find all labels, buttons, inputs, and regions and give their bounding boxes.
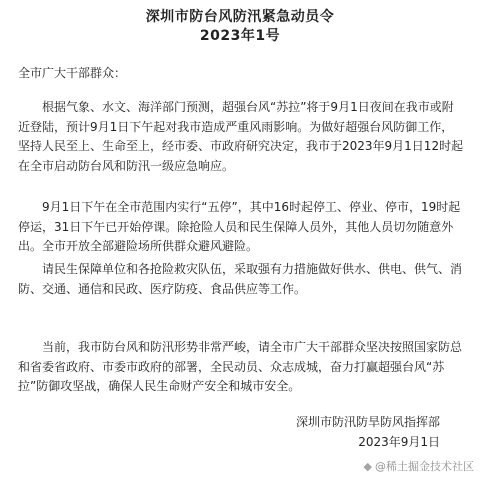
signature: 深圳市防汛防旱防风指挥部 xyxy=(295,415,440,429)
signature-date: 2023年9月1日 xyxy=(358,435,440,449)
document-title: 深圳市防台风防汛紧急动员令 xyxy=(145,9,335,25)
paragraph-mobilization: 当前，我市防台风和防汛形势非常严峻，请全市广大干部群众坚决按照国家防总和省委省政府、市委市政府的部署，全民动员、众志成城，奋力打赢超强台风“苏拉”防御攻坚战，确保人民生命财产安全和城市安全。 xyxy=(18,340,463,393)
greeting: 全市广大干部群众： xyxy=(18,66,127,80)
watermark-text: @稀土掘金技术社区 xyxy=(375,460,474,473)
paragraph-services: 请民生保障单位和各抢险救灾队伍，采取强有力措施做好供水、供电、供气、消防、交通、通信和民政、医疗防疫、食品供应等工作。 xyxy=(18,262,463,296)
document-number: 2023年1号 xyxy=(199,28,281,44)
paragraph-five-stops: 9月1日下午在全市范围内实行“五停”，其中16时起停工、停业、停市，19时起停运，31日下午已开始停课。除抢险人员和民生保障人员外，其他人员切勿随意外出。全市开放全部避险场所供群众避风避险。 xyxy=(18,200,461,253)
paragraph-forecast: 根据气象、水文、海洋部门预测，超强台风“苏拉”将于9月1日夜间在我市或附近登陆，预计9月1日下午起对我市造成严重风雨影响。为做好超强台风防御工作，坚持人民至上、生命至上，经市委、市政府研究决定，我市于2023年9月1日12时起在全市启动防台风和防汛一级应急响应。 xyxy=(18,100,464,173)
watermark xyxy=(364,458,474,474)
nugget-icon: ◆ xyxy=(363,459,372,473)
